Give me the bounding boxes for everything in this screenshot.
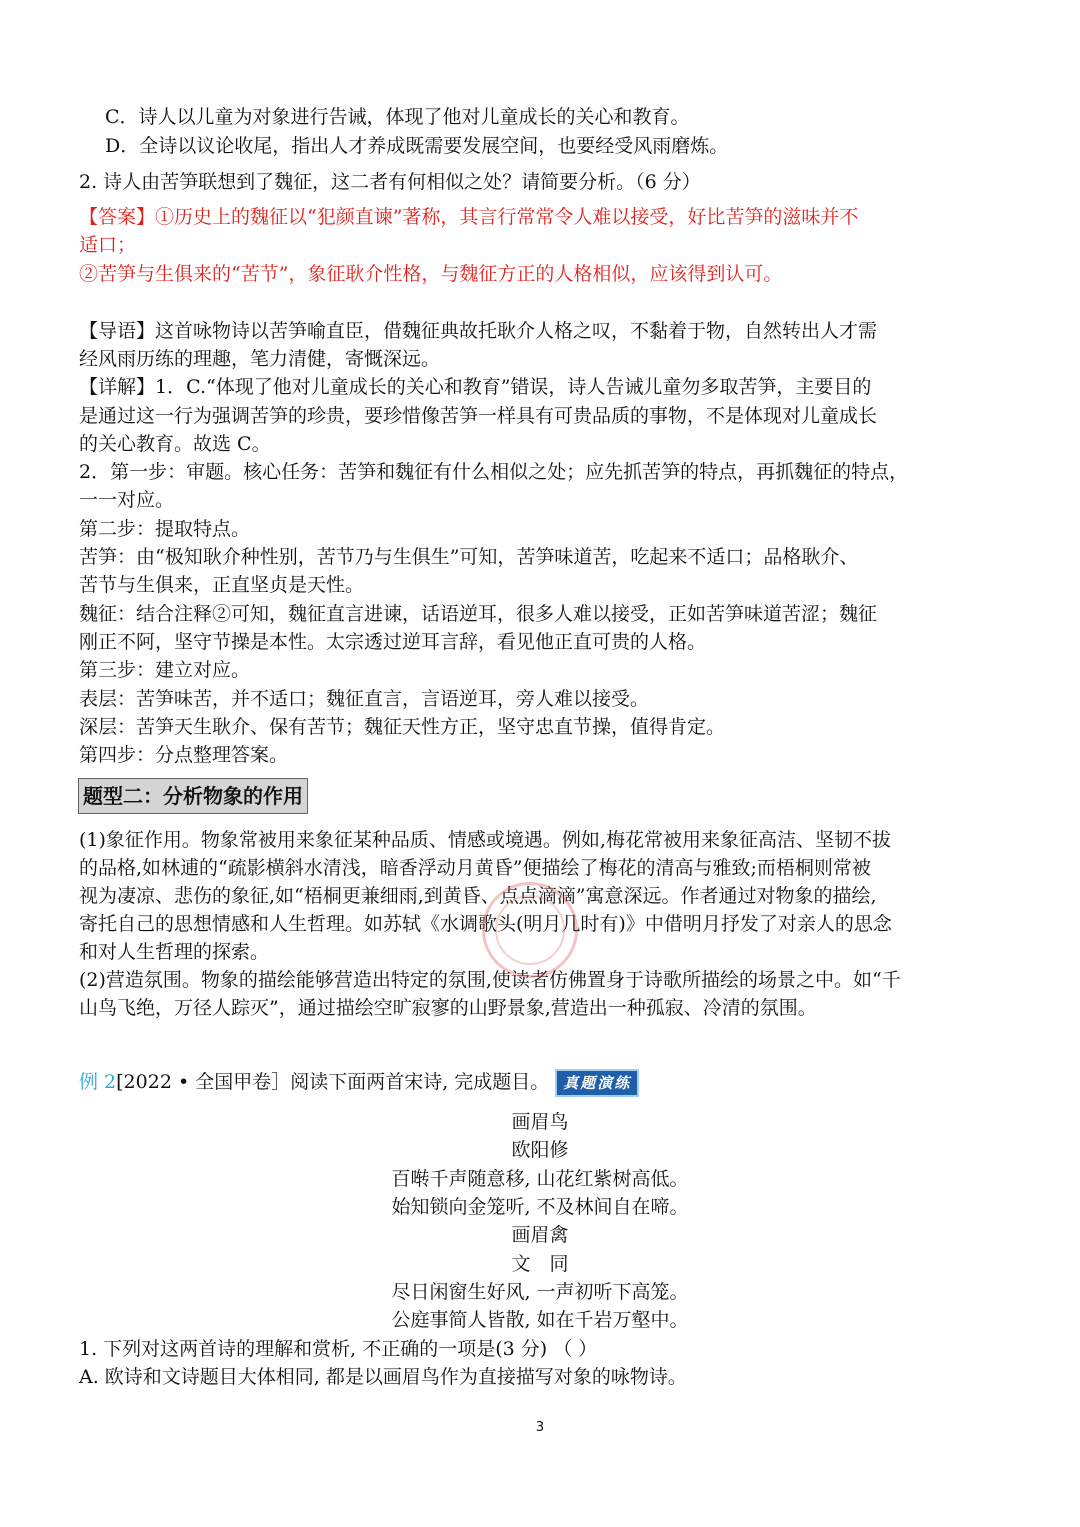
para1-line-a: (1)象征作用。物象常被用来象征某种品质、情感或境遇。例如,梅花常被用来象征高洁、坚韧不拔 (79, 829, 891, 851)
detail-line-1: 【详解】1．C.“体现了他对儿童成长的关心和教育”错误，诗人告诫儿童勿多取苦笋，主要目的 (79, 376, 872, 398)
answer-line-2: ②苦笋与生俱来的“苦节”，象征耿介性格，与魏征方正的人格相似，应该得到认可。 (79, 263, 783, 285)
guide-line-2: 经风雨历练的理趣，笔力清健，寄慨深远。 (79, 348, 441, 370)
poem2-title: 画眉禽 (511, 1224, 569, 1246)
option-c: C．诗人以儿童为对象进行告诫，体现了他对儿童成长的关心和教育。 (105, 106, 690, 128)
deep-level: 深层：苦笋天生耿介、保有苦节；魏征天性方正，坚守忠直节操，值得肯定。 (79, 716, 726, 738)
question-1: 1. 下列对这两首诗的理解和赏析, 不正确的一项是(3 分) （ ） (79, 1338, 598, 1360)
surface-level: 表层：苦笋味苦，并不适口；魏征直言，言语逆耳，旁人难以接受。 (79, 688, 650, 710)
step-2: 第二步：提取特点。 (79, 518, 251, 540)
para1-line-d: 寄托自己的思想情感和人生哲理。如苏轼《水调歌头(明月几时有)》中借明月抒发了对亲人的思念 (79, 913, 892, 935)
example-text: [2022 • 全国甲卷］阅读下面两首宋诗, 完成题目。 (116, 1071, 550, 1093)
option-a: A. 欧诗和文诗题目大体相同, 都是以画眉鸟作为直接描写对象的咏物诗。 (79, 1366, 687, 1388)
poem1-line-1: 百啭千声随意移, 山花红紫树高低。 (391, 1168, 689, 1190)
step-1a: 2．第一步：审题。核心任务：苦笋和魏征有什么相似之处；应先抓苦笋的特点，再抓魏征的特点， (79, 461, 909, 483)
para2-line-b: 山鸟飞绝，万径人踪灭”，通过描绘空旷寂寥的山野景象,营造出一种孤寂、冷清的氛围。 (79, 997, 817, 1019)
detail-line-3: 的关心教育。故选 C。 (79, 433, 271, 455)
answer-line-1a: 【答案】①历史上的魏征以“犯颜直谏”著称，其言行常常令人难以接受，好比苦笋的滋味并不 (79, 206, 859, 228)
section-heading: 题型二：分析物象的作用 (78, 778, 308, 814)
watermark-seal-icon (482, 882, 578, 978)
option-d: D．全诗以议论收尾，指出人才养成既需要发展空间，也要经受风雨磨炼。 (105, 135, 729, 157)
poem1-title: 画眉鸟 (511, 1111, 569, 1133)
step-1b: 一一对应。 (79, 489, 175, 511)
para1-line-e: 和对人生哲理的探索。 (79, 941, 270, 963)
guide-line-1: 【导语】这首咏物诗以苦笋喻直臣，借魏征典故托耿介人格之叹，不黏着于物，自然转出人才需 (79, 320, 878, 342)
para1-line-c: 视为凄凉、悲伤的象征,如“梧桐更兼细雨,到黄昏、点点滴滴”寓意深远。作者通过对物象的描绘, (79, 885, 877, 907)
page-number: 3 (535, 1420, 545, 1435)
bamboo-line-2: 苦节与生俱来，正直坚贞是天性。 (79, 574, 365, 596)
poem2-line-2: 公庭事简人皆散, 如在千岩万壑中。 (391, 1309, 689, 1331)
poem2-line-1: 尽日闲窗生好风, 一声初听下高笼。 (391, 1281, 689, 1303)
poem1-author: 欧阳修 (511, 1139, 569, 1161)
poem1-line-2: 始知锁向金笼听, 不及林间自在啼。 (391, 1196, 689, 1218)
para1-line-b: 的品格,如林逋的“疏影横斜水清浅，暗香浮动月黄昏”便描绘了梅花的清高与雅致;而梧桐则常被 (79, 857, 871, 879)
weizheng-line-1: 魏征：结合注释②可知，魏征直言进谏，话语逆耳，很多人难以接受，正如苦笋味道苦涩；魏征 (79, 603, 878, 625)
question-2: 2. 诗人由苦笋联想到了魏征，这二者有何相似之处？请简要分析。（6 分） (79, 171, 701, 193)
real-exam-badge: 真题演练 (555, 1069, 639, 1097)
answer-line-1b: 适口； (79, 234, 137, 256)
step-3: 第三步：建立对应。 (79, 659, 251, 681)
para2-line-a: (2)营造氛围。物象的描绘能够营造出特定的氛围,使读者仿佛置身于诗歌所描绘的场景之中。如“千 (79, 969, 901, 991)
example-line (79, 1068, 639, 1097)
weizheng-line-2: 刚正不阿，坚守节操是本性。太宗透过逆耳言辞，看见他正直可贵的人格。 (79, 631, 707, 653)
poem2-author: 文 同 (511, 1253, 569, 1275)
step-4: 第四步：分点整理答案。 (79, 744, 289, 766)
detail-line-2: 是通过这一行为强调苦笋的珍贵，要珍惜像苦笋一样具有可贵品质的事物，不是体现对儿童成长 (79, 405, 878, 427)
bamboo-line-1: 苦笋：由“极知耿介种性别，苦节乃与生俱生”可知，苦笋味道苦，吃起来不适口；品格耿介、 (79, 546, 859, 568)
example-tag: 例 2 (79, 1071, 117, 1093)
